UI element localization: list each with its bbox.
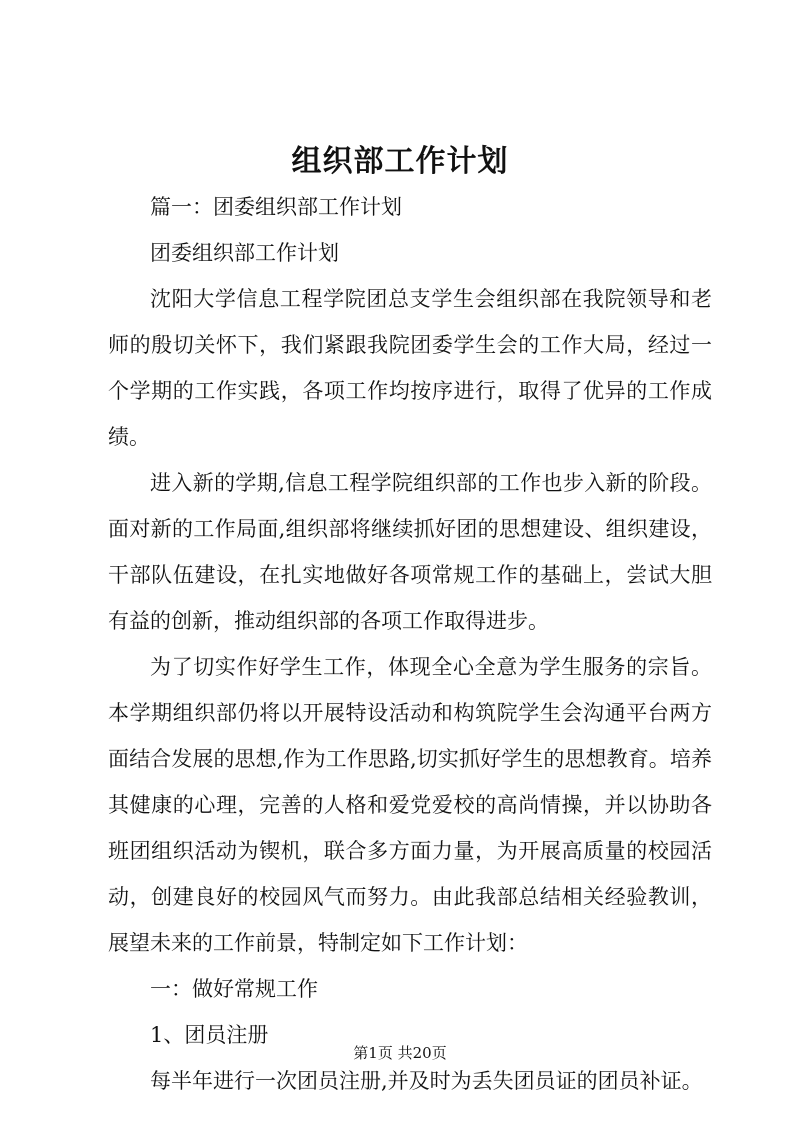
- paragraph-section-heading: 篇一：团委组织部工作计划: [150, 195, 402, 219]
- paragraph-purpose: 为了切实作好学生工作，体现全心全意为学生服务的宗旨。本学期组织部仍将以开展特设活动和构筑院学生会沟通平台两方面结合发展的思想,作为工作思路,切实抓好学生的思想教育。培养其健康的心理，完善的人格和爱党爱校的高尚情操，并以协助各班团组织活动为锲机，联合多方面力量，为开展高质量的校园活动，创建良好的校园风气而努力。由此我部总结相关经验教训，展望未来的工作前景，特制定如下工作计划：: [108, 655, 712, 955]
- document-body: [108, 184, 712, 1104]
- document-title: 组织部工作计划: [291, 144, 509, 179]
- paragraph-subtitle: 团委组织部工作计划: [150, 241, 339, 265]
- paragraph-registration-detail: 每半年进行一次团员注册,并及时为丢失团员证的团员补证。: [150, 1069, 703, 1093]
- paragraph-heading-routine-work: 一：做好常规工作: [150, 977, 318, 1001]
- paragraph-new-semester: 进入新的学期,信息工程学院组织部的工作也步入新的阶段。面对新的工作局面,组织部将继续抓好团的思想建设、组织建设，干部队伍建设，在扎实地做好各项常规工作的基础上，尝试大胆有益的创新，推动组织部的各项工作取得进步。: [108, 471, 712, 633]
- paragraph-intro: 沈阳大学信息工程学院团总支学生会组织部在我院领导和老师的殷切关怀下，我们紧跟我院团委学生会的工作大局，经过一个学期的工作实践，各项工作均按序进行，取得了优异的工作成绩。: [108, 287, 712, 449]
- page-number-footer: 第1页 共20页: [353, 1044, 447, 1062]
- paragraph-item-member-registration: 1、团员注册: [150, 1023, 269, 1047]
